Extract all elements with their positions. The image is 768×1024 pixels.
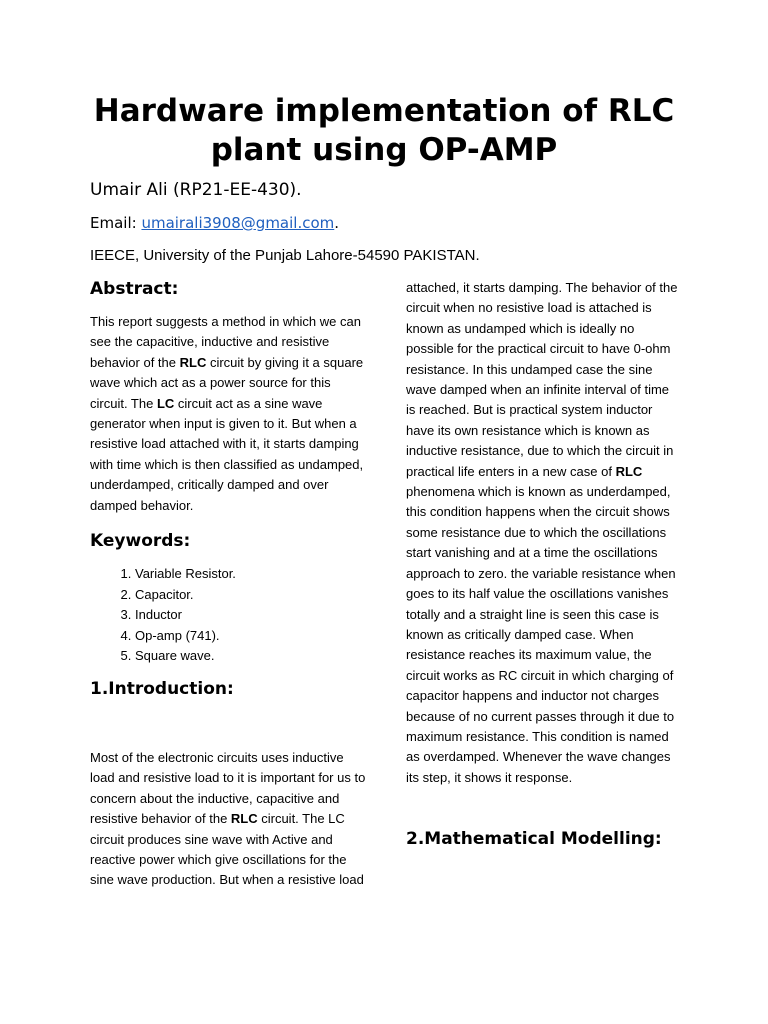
introduction-rlc-term: RLC (615, 463, 643, 479)
email-line (90, 214, 339, 232)
keywords-heading: Keywords: (90, 531, 191, 552)
keyword-item: 5. Square wave. (135, 646, 370, 667)
introduction-text-part: attached, it starts damping. The behavior of the circuit when no resistive load is attached is known as undamped which is ideally no possible for the practical circuit to have 0-ohm resistance. In this undamped case the sine wave damped when an infinite interval of time is reached. But is practical system inductor have its own resistance which is known as inductive resistance, due to which the circuit in practical life enters in a new case of (406, 280, 678, 479)
modelling-heading: 2.Mathematical Modelling: (406, 829, 662, 850)
abstract-text-part: This report suggests a method in which we can see the capacitive, inductive and resistive behavior of the (90, 314, 361, 370)
abstract-text-part: circuit act as a sine wave generator when input is given to it. But when a resistive load attached with it, it starts damping with time which is then classified as undamped, underdamped, critically damped and over damped behavior. (90, 395, 364, 513)
introduction-continued-text (406, 278, 682, 788)
keyword-item: 1. Variable Resistor. (135, 564, 370, 585)
introduction-text (90, 748, 370, 891)
abstract-text-part: circuit by giving it a square wave which act as a power source for this circuit. The (90, 354, 364, 411)
abstract-rlc-term: RLC (179, 354, 207, 370)
email-link[interactable]: umairali3908@gmail.com (141, 214, 335, 232)
introduction-rlc-term: RLC (230, 811, 258, 827)
keywords-list (90, 564, 370, 667)
affiliation-line: IEECE, University of the Punjab Lahore-54590 PAKISTAN. (90, 247, 480, 264)
introduction-text-part: Most of the electronic circuits uses inductive load and resistive load to it is important for us to concern about the inductive, capacitive and resistive behavior of the (90, 750, 366, 827)
abstract-text (90, 312, 370, 516)
introduction-heading: 1.Introduction: (90, 679, 234, 700)
keyword-item: 4. Op-amp (741). (135, 626, 370, 647)
right-column (406, 278, 682, 850)
email-suffix: . (334, 214, 340, 232)
introduction-text-part: phenomena which is known as underdamped, this condition happens when the circuit shows some resistance due to which the oscillations start vanishing and at a time the oscillations approach to zero. the variable resistance when goes to its half value the oscillations vanishes totally and a straight line is seen this case is known as critically damped case. When resistance reaches its maximum value, the circuit works as RC circuit in which charging of capacitor happens and inductor not charges because of no current passes through it due to maximum resistance. This condition is named as overdamped. Whenever the wave changes its step, it shows it response. (406, 484, 676, 785)
introduction-text-part: circuit. The LC circuit produces sine wave with Active and reactive power which give oscillations for the sine wave production. But when a resistive load (90, 811, 364, 888)
email-label: Email: (90, 214, 142, 232)
abstract-lc-term: LC (156, 395, 175, 411)
abstract-heading: Abstract: (90, 279, 179, 299)
keyword-item: 3. Inductor (135, 605, 370, 626)
author-line: Umair Ali (RP21-EE-430). (90, 180, 302, 200)
keyword-item: 2. Capacitor. (135, 585, 370, 606)
left-column (90, 278, 370, 891)
paper-title: Hardware implementation of RLC plant using OP-AMP (93, 93, 675, 168)
